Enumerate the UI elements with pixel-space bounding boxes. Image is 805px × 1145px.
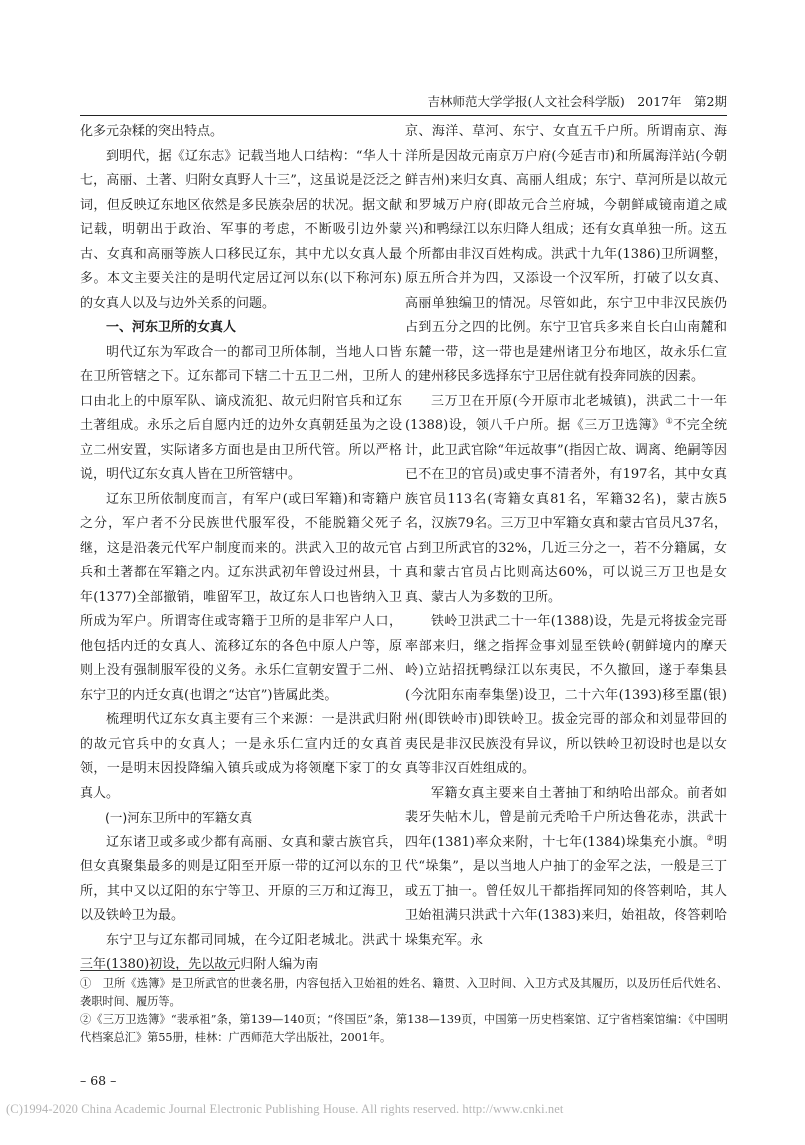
paragraph-text: 明代“垛集”，是以当地人户抽丁的金军之法，一般是三丁或五丁抽一。曾任奴儿干都指挥同知的佟答剌哈，其人卫始祖满只洪武十六年(1383)来归，始祖故，佟答剌哈垛集充军。永 bbox=[405, 834, 727, 948]
subsection-heading: (一)河东卫所中的军籍女真 bbox=[105, 810, 253, 825]
left-column bbox=[80, 120, 402, 978]
footnote: ②《三万卫选簿》“裴承祖”条，第139—140页；“佟国臣”条，第138—139页，中国第一历史档案馆、辽宁省档案馆编：《中国明代档案总汇》第55册，桂林：广西师范大学出版社，2001年。 bbox=[80, 1013, 728, 1044]
paragraph: 辽东卫所依制度而言，有军户(或曰军籍)和寄籍户之分，军户者不分民族世代服军役，不能脱籍父死子继，这是沿袭元代军户制度而来的。洪武入卫的故元官兵和土著都在军籍之内。辽东洪武初年曾设过州县，十年(1377)全部撤销，唯留军卫，故辽东人口也皆纳入卫所成为军户。所谓寄住或寄籍于卫所的是非军户人口，他包括内迁的女真人、流移辽东的各色中原人户等，原则上没有强制服军役的义务。永乐仁宣朝安置于二州、东宁卫的内迁女真(也谓之“达官”)皆属此类。 bbox=[80, 491, 402, 703]
paragraph: 到明代，据《辽东志》记载当地人口结构：“华人十七，高丽、土著、归附女真野人十三”，这虽说是泛泛之词，但反映辽东地区依然是多民族杂居的状况。据文献记载，明朝出于政治、军事的考虑，不断吸引边外蒙古、女真和高丽等族人口移民辽东，其中尤以女真人最多。本文主要关注的是明代定居辽河以东(以下称河东)的女真人以及与边外关系的问题。 bbox=[80, 148, 402, 311]
paragraph bbox=[405, 390, 727, 611]
copyright-watermark: (C)1994-2020 China Academic Journal Electronic Publishing House. All rights reserved. http://www.cnki.net bbox=[6, 1102, 564, 1116]
paragraph: 辽东诸卫或多或少都有高丽、女真和蒙古族官兵，但女真聚集最多的则是辽阳至开原一带的辽河以东的卫所，其中又以辽阳的东宁等卫、开原的三万和辽海卫，以及铁岭卫为最。 bbox=[80, 834, 402, 923]
paragraph: 京、海洋、草河、东宁、女直五千户所。所谓南京、海洋所是因故元南京万户府(今延吉市)和所属海洋站(今朝鲜吉州)来归女真、高丽人组成；东宁、草河所是以故元和罗城万户府(即故元合兰府城，今朝鲜咸镜南道之咸兴)和鸭绿江以东归降人组成；还有女真单独一所。这五个所都由非汉百姓构成。洪武十九年(1386)卫所调整，原五所合并为四，又添设一个汉军所，打破了以女真、高丽单独编卫的情况。尽管如此，东宁卫中非汉民族仍占到五分之四的比例。东宁卫官兵多来自长白山南麓和东麓一带，这一带也是建州诸卫分布地区，故永乐仁宣的建州移民多选择东宁卫居住就有投奔同族的因素。 bbox=[405, 124, 727, 384]
footnote-divider bbox=[80, 970, 235, 971]
right-column bbox=[405, 120, 727, 953]
paragraph-text: 不完全统计，此卫武官除“年远故事”(指因亡故、调离、绝嗣等因已不在卫的官员)或史事不清者外，有197名，其中女真族官员113名(寄籍女真81名，军籍32名)，蒙古族5名，汉族79名。三万卫中军籍女真和蒙古官员凡37名，占到卫所武官的32%，几近三分之一，若不分籍属，女真和蒙古官员占比则高达60%，可以说三万卫也是女真、蒙古人为多数的卫所。 bbox=[405, 418, 727, 605]
paragraph: 梳理明代辽东女真主要有三个来源：一是洪武归附的故元官兵中的女真人；一是永乐仁宣内迁的女真首领，一是明末因投降编入镇兵或成为将领麾下家丁的女真人。 bbox=[80, 712, 402, 801]
footnotes bbox=[80, 975, 728, 1047]
paragraph bbox=[405, 782, 727, 954]
footnote: ① 卫所《选簿》是卫所武官的世袭名册，内容包括入卫始祖的姓名、籍贯、入卫时间、入卫方式及其履历，以及历任后代姓名、袭职时间、履历等。 bbox=[80, 977, 728, 1008]
page-number: – 68 – bbox=[80, 1073, 117, 1088]
paragraph: 化多元杂糅的突出特点。 bbox=[80, 124, 224, 139]
paragraph: 明代辽东为军政合一的都司卫所体制，当地人口皆在卫所管辖之下。辽东都司下辖二十五卫二州，卫所人口由北上的中原军队、谪戍流犯、故元归附官兵和辽东土著组成。永乐之后自愿内迁的边外女真朝廷虽为之设立二州安置，实际诸多方面也是由卫所代管。所以严格说，明代辽东女真人皆在卫所管辖中。 bbox=[80, 344, 402, 482]
paragraph: 东宁卫与辽东都司同城，在今辽阳老城北。洪武十三年(1380)初设，先以故元归附人编为南 bbox=[80, 932, 402, 972]
footnote-ref[interactable]: ① bbox=[665, 416, 674, 426]
paragraph-text: 三万卫在开原(今开原市北老城镇)，洪武二十一年(1388)设，领八千户所。据《三万卫选簿》 bbox=[405, 393, 727, 433]
paragraph: 铁岭卫洪武二十一年(1388)设，先是元将拔金完哥率部来归，继之指挥佥事刘显至铁岭(朝鲜境内的摩天岭)立站招抚鸭绿江以东夷民，不久撤回，遂于奉集县(今沈阳东南奉集堡)设卫，二十六年(1393)移至嚚(银)州(即铁岭市)即铁岭卫。拔金完哥的部众和刘显带回的夷民是非汉民族没有异议，所以铁岭卫初设时也是以女真等非汉百姓组成的。 bbox=[405, 614, 727, 776]
footnote-ref[interactable]: ② bbox=[706, 833, 714, 843]
running-header: 吉林师范大学学报(人文社会科学版) 2017年 第2期 bbox=[80, 96, 727, 116]
paragraph-text: 军籍女真主要来自土著抽丁和纳哈出部众。前者如裴牙失帖木儿，曾是前元秃哈千户所达鲁花赤，洪武十四年(1381)率众来附，十七年(1384)垛集充小旗。 bbox=[405, 785, 727, 850]
section-heading: 一、河东卫所的女真人 bbox=[106, 320, 237, 335]
